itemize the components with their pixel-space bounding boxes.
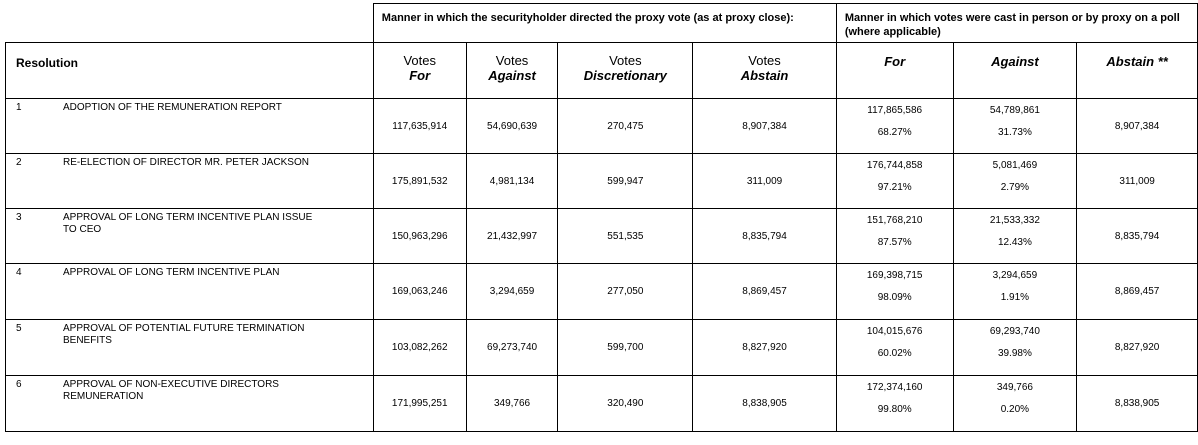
votes-discretionary-value: 270,475: [558, 99, 693, 154]
poll-against-value: 54,789,861: [989, 105, 1040, 116]
votes-against-value: 4,981,134: [466, 154, 558, 209]
poll-against-percent: 39.98%: [997, 348, 1032, 359]
poll-group-heading: Manner in which votes were cast in person or by proxy on a poll (where applicable): [836, 4, 1197, 43]
votes-against-value: 21,432,997: [466, 209, 558, 264]
resolution-number: 2: [16, 157, 22, 168]
resolution-cell: [6, 264, 374, 320]
votes-against-value: 54,690,639: [466, 99, 558, 154]
resolution-number: 3: [16, 212, 22, 223]
poll-for-percent: 68.27%: [877, 127, 912, 138]
poll-abstain-value: 8,835,794: [1077, 209, 1198, 264]
poll-against-heading: Against: [953, 43, 1077, 99]
resolution-name: APPROVAL OF LONG TERM INCENTIVE PLAN: [63, 267, 280, 278]
votes-against-heading: [466, 43, 558, 99]
votes-for-value: 150,963,296: [373, 209, 466, 264]
votes-for-value: 169,063,246: [373, 264, 466, 320]
votes-for-heading-bottom: For: [409, 68, 431, 83]
votes-abstain-value: 8,838,905: [693, 376, 837, 432]
poll-abstain-value: 8,827,920: [1077, 320, 1198, 376]
poll-for-cell: [836, 209, 953, 264]
table-row: [6, 320, 1198, 376]
resolution-number: 4: [16, 267, 22, 278]
table-row: [6, 264, 1198, 320]
poll-for-cell: [836, 320, 953, 376]
votes-for-heading: [373, 43, 466, 99]
poll-abstain-value: 8,907,384: [1077, 99, 1198, 154]
votes-discretionary-heading: [558, 43, 693, 99]
votes-discretionary-value: 320,490: [558, 376, 693, 432]
poll-for-cell: [836, 376, 953, 432]
table-row: [6, 154, 1198, 209]
poll-abstain-heading: Abstain **: [1077, 43, 1198, 99]
votes-for-heading-top: Votes: [403, 53, 436, 68]
resolution-number: 1: [16, 102, 22, 113]
proxy-group-heading: Manner in which the securityholder directed the proxy vote (as at proxy close):: [373, 4, 836, 43]
poll-for-percent: 60.02%: [877, 348, 912, 359]
votes-abstain-value: 8,835,794: [693, 209, 837, 264]
votes-discretionary-value: 551,535: [558, 209, 693, 264]
poll-for-cell: [836, 154, 953, 209]
resolution-name: APPROVAL OF NON-EXECUTIVE DIRECTORS REMUNERATION: [63, 379, 279, 402]
resolution-cell: [6, 154, 374, 209]
poll-abstain-value: 8,838,905: [1077, 376, 1198, 432]
votes-for-value: 117,635,914: [373, 99, 466, 154]
resolution-number: 6: [16, 379, 22, 390]
poll-against-value: 349,766: [996, 382, 1033, 393]
poll-against-cell: [953, 99, 1077, 154]
poll-against-percent: 12.43%: [997, 237, 1032, 248]
resolution-name: APPROVAL OF LONG TERM INCENTIVE PLAN ISSUE TO CEO: [63, 212, 313, 235]
votes-for-value: 175,891,532: [373, 154, 466, 209]
table-row: [6, 376, 1198, 432]
poll-against-value: 3,294,659: [992, 270, 1038, 281]
poll-against-percent: 31.73%: [997, 127, 1032, 138]
poll-against-percent: 0.20%: [1000, 404, 1030, 415]
table-row: [6, 209, 1198, 264]
proxy-results-table: [5, 3, 1198, 432]
resolution-number: 5: [16, 323, 22, 334]
votes-abstain-heading-top: Votes: [748, 53, 781, 68]
votes-discretionary-heading-top: Votes: [609, 53, 642, 68]
poll-against-value: 69,293,740: [989, 326, 1040, 337]
poll-for-value: 176,744,858: [866, 160, 923, 171]
votes-against-heading-bottom: Against: [488, 68, 536, 83]
votes-discretionary-value: 277,050: [558, 264, 693, 320]
votes-discretionary-value: 599,947: [558, 154, 693, 209]
poll-against-cell: [953, 320, 1077, 376]
resolution-name: APPROVAL OF POTENTIAL FUTURE TERMINATION BENEFITS: [63, 323, 305, 346]
poll-against-percent: 1.91%: [1000, 292, 1030, 303]
poll-abstain-value: 311,009: [1077, 154, 1198, 209]
poll-for-percent: 97.21%: [877, 182, 912, 193]
votes-against-value: 3,294,659: [466, 264, 558, 320]
poll-for-heading: For: [836, 43, 953, 99]
poll-abstain-value: 8,869,457: [1077, 264, 1198, 320]
resolution-cell: [6, 209, 374, 264]
poll-against-cell: [953, 376, 1077, 432]
votes-for-value: 103,082,262: [373, 320, 466, 376]
resolution-cell: [6, 320, 374, 376]
poll-for-value: 104,015,676: [866, 326, 923, 337]
votes-discretionary-heading-bottom: Discretionary: [583, 68, 667, 83]
votes-abstain-value: 311,009: [693, 154, 837, 209]
blank-corner: [6, 4, 374, 43]
poll-for-percent: 98.09%: [877, 292, 912, 303]
votes-against-heading-top: Votes: [495, 53, 529, 68]
poll-for-value: 117,865,586: [867, 105, 923, 116]
poll-against-value: 5,081,469: [992, 160, 1038, 171]
poll-for-percent: 87.57%: [877, 237, 912, 248]
votes-abstain-value: 8,907,384: [693, 99, 837, 154]
poll-for-percent: 99.80%: [877, 404, 912, 415]
votes-for-value: 171,995,251: [373, 376, 466, 432]
poll-for-value: 169,398,715: [866, 270, 923, 281]
resolution-heading: Resolution: [6, 43, 374, 99]
poll-against-percent: 2.79%: [1000, 182, 1030, 193]
poll-against-cell: [953, 264, 1077, 320]
votes-against-value: 69,273,740: [466, 320, 558, 376]
votes-abstain-heading: [693, 43, 837, 99]
votes-abstain-value: 8,827,920: [693, 320, 837, 376]
poll-for-cell: [836, 264, 953, 320]
poll-for-cell: [836, 99, 953, 154]
poll-for-value: 172,374,160: [866, 382, 923, 393]
votes-discretionary-value: 599,700: [558, 320, 693, 376]
resolution-cell: [6, 99, 374, 154]
poll-against-cell: [953, 154, 1077, 209]
votes-abstain-value: 8,869,457: [693, 264, 837, 320]
table-row: [6, 99, 1198, 154]
poll-against-cell: [953, 209, 1077, 264]
votes-abstain-heading-bottom: Abstain: [740, 68, 789, 83]
resolution-name: RE-ELECTION OF DIRECTOR MR. PETER JACKSON: [63, 157, 309, 168]
resolution-name: ADOPTION OF THE REMUNERATION REPORT: [63, 102, 282, 113]
poll-against-value: 21,533,332: [989, 215, 1040, 226]
resolution-cell: [6, 376, 374, 432]
votes-against-value: 349,766: [466, 376, 558, 432]
poll-for-value: 151,768,210: [866, 215, 923, 226]
